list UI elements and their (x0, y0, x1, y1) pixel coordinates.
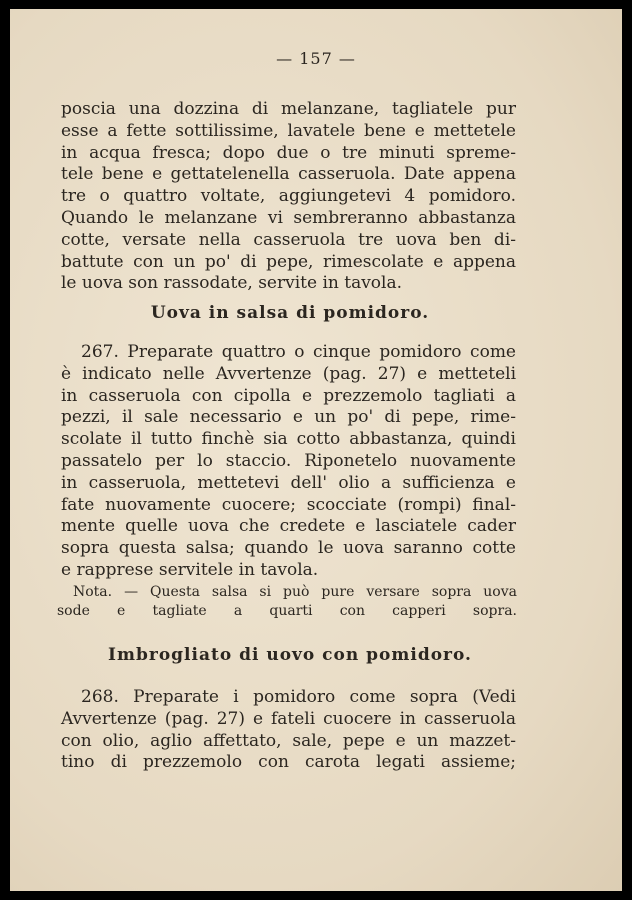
text-line: Quando le melanzane vi sembreranno abbastanza (61, 207, 516, 228)
book-page (10, 9, 622, 891)
paragraph-continued (61, 99, 516, 295)
text-line: tino di prezzemolo con carota legati assieme; (61, 752, 516, 773)
text-line: tre o quattro voltate, aggiungetevi 4 pomidoro. (61, 186, 516, 207)
text-line: è indicato nelle Avvertenze (pag. 27) e metteteli (61, 363, 516, 384)
text-line: esse a fette sottilissime, lavatele bene e mettetele (61, 120, 516, 141)
text-line: fate nuovamente cuocere; scocciate (rompi) final- (61, 494, 516, 515)
paragraph-recipe-268 (61, 687, 516, 774)
text-line: in acqua fresca; dopo due o tre minuti spreme- (61, 142, 516, 163)
recipe-heading-uova-in-salsa: Uova in salsa di pomidoro. (150, 303, 430, 323)
text-line: 268. Preparate i pomidoro come sopra (Vedi (81, 687, 516, 707)
text-line: passatelo per lo staccio. Riponetelo nuovamente (61, 450, 516, 471)
text-line: le uova son rassodate, servite in tavola. (61, 273, 403, 294)
text-line: 267. Preparate quattro o cinque pomidoro come (81, 342, 516, 362)
text-line: con olio, aglio affettato, sale, pepe e un mazzet- (61, 730, 516, 751)
note-line: sode e tagliate a quarti con capperi sopra. (57, 603, 517, 619)
recipe-heading-imbrogliato: Imbrogliato di uovo con pomidoro. (108, 645, 472, 665)
recipe-note (57, 583, 517, 621)
text-line: e rapprese servitele in tavola. (61, 559, 319, 580)
text-line: in casseruola, mettetevi dell' olio a sufficienza e (61, 472, 516, 493)
text-line: in casseruola con cipolla e prezzemolo tagliati a (61, 385, 516, 406)
paragraph-recipe-267 (61, 342, 516, 582)
note-line: Nota. — Questa salsa si può pure versare sopra uova (73, 584, 517, 600)
text-line: cotte, versate nella casseruola tre uova ben di- (61, 229, 516, 250)
text-line: sopra questa salsa; quando le uova saranno cotte (61, 538, 516, 559)
text-line: scolate il tutto finchè sia cotto abbastanza, quindi (61, 429, 516, 450)
text-line: tele bene e gettatelenella casseruola. Date appena (61, 164, 516, 185)
text-line: pezzi, il sale necessario e un po' di pepe, rime- (61, 407, 516, 428)
text-line: Avvertenze (pag. 27) e fateli cuocere in casseruola (61, 708, 516, 729)
page-number: — 157 — (276, 49, 356, 68)
text-line: poscia una dozzina di melanzane, tagliatele pur (61, 99, 516, 119)
text-line: battute con un po' di pepe, rimescolate e appena (61, 251, 516, 272)
text-line: mente quelle uova che credete e lasciatele cader (61, 516, 516, 537)
